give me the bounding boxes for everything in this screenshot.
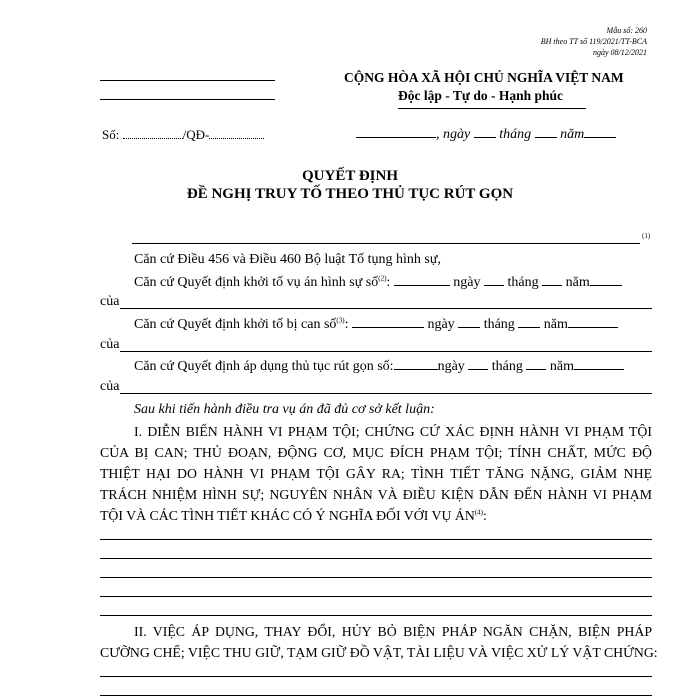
ngay-label: ngày: [427, 317, 455, 332]
cua-label-2: của: [100, 294, 120, 309]
legal-basis-2-text: Căn cứ Quyết định khởi tố vụ án hình sự số: [134, 275, 379, 290]
cua-line-3: [120, 351, 652, 352]
month-blank: [526, 358, 546, 370]
legal-basis-4-text: Căn cứ Quyết định áp dụng thủ tục rút gọn số:: [134, 359, 394, 374]
day-blank: [468, 358, 488, 370]
year-blank: [584, 126, 616, 138]
cua-line-4: [120, 393, 652, 394]
answer-line: [100, 577, 652, 578]
nam-label: năm: [560, 127, 585, 142]
section-2-line-1: II. VIỆC ÁP DỤNG, THAY ĐỔI, HỦY BỎ BIỆN PHÁP NGĂN CHẶN, BIỆN PHÁP: [134, 624, 652, 639]
nam-label: năm: [549, 359, 574, 374]
year-blank: [568, 316, 618, 328]
procedure-number-blank: [394, 358, 438, 370]
ngay-label: ngày: [453, 275, 481, 290]
qd-blank: [209, 128, 264, 139]
footnote-4: (4): [474, 508, 483, 517]
month-blank: [535, 126, 557, 138]
conclusion-intro: Sau khi tiến hành điều tra vụ án đã đủ cơ sở kết luận:: [134, 402, 435, 417]
document-subtitle: ĐỀ NGHỊ TRUY TỐ THEO THỦ TỤC RÚT GỌN: [186, 186, 514, 202]
year-blank: [590, 274, 622, 286]
legal-basis-4: [134, 358, 624, 375]
nam-label: năm: [543, 317, 568, 332]
day-blank: [484, 274, 504, 286]
day-blank: [474, 126, 496, 138]
section-1-last-text: TỘI VÀ CÁC TÌNH TIẾT KHÁC CÓ Ý NGHĨA ĐỐI VỚI VỤ ÁN: [100, 508, 475, 523]
nam-label: năm: [565, 275, 590, 290]
answer-line: [100, 539, 652, 540]
day-blank: [458, 316, 480, 328]
answer-line: [100, 695, 652, 696]
ngay-label: ngày: [437, 359, 465, 374]
section-1-line-3: THIỆT HẠI DO HÀNH VI PHẠM TỘI GÂY RA; TÌNH TIẾT TĂNG NẶNG, GIẢM NHẸ: [100, 466, 652, 481]
footnote-1: (1): [642, 232, 651, 240]
thang-label: tháng: [483, 317, 515, 332]
motto-underline: [398, 108, 586, 109]
legal-basis-1: Căn cứ Điều 456 và Điều 460 Bộ luật Tố tụng hình sự,: [134, 252, 441, 267]
form-issued-date: ngày 08/12/2021: [593, 48, 647, 57]
year-blank: [574, 358, 624, 370]
section-1-line-1: I. DIỄN BIẾN HÀNH VI PHẠM TỘI; CHỨNG CỨ XÁC ĐỊNH HÀNH VI PHẠM TỘI: [134, 424, 652, 439]
form-reference: [541, 24, 647, 60]
cua-label-4: của: [100, 379, 120, 394]
qd-label: /QĐ-: [182, 127, 210, 142]
answer-line: [100, 615, 652, 616]
section-1-line-5: TỘI VÀ CÁC TÌNH TIẾT KHÁC CÓ Ý NGHĨA ĐỐI VỚI VỤ ÁN$^{(4)}$:: [100, 508, 487, 523]
section-1-line-4: TRÁCH NHIỆM HÌNH SỰ; NGUYÊN NHÂN VÀ ĐIỀU KIỆN DẪN ĐẾN HÀNH VI PHẠM: [100, 487, 652, 502]
so-label: Số:: [102, 127, 120, 142]
month-blank: [542, 274, 562, 286]
so-blank: [123, 128, 183, 139]
section-2-line-2: CƯỠNG CHẾ; VIỆC THU GIỮ, TẠM GIỮ ĐỒ VẬT, TÀI LIỆU VÀ VIỆC XỬ LÝ VẬT CHỨNG:: [100, 645, 658, 660]
cua-label-3: của: [100, 337, 120, 352]
thang-label: tháng: [491, 359, 523, 374]
case-number-blank: [394, 274, 450, 286]
answer-line: [100, 558, 652, 559]
agency-name-line: [100, 99, 275, 100]
issuing-authority-line: [132, 243, 640, 244]
thang-label: tháng: [499, 127, 532, 142]
document-title: QUYẾT ĐỊNH: [302, 168, 398, 184]
answer-line: [100, 596, 652, 597]
section-1-line-2: CỦA BỊ CAN; THỦ ĐOẠN, ĐỘNG CƠ, MỤC ĐÍCH PHẠM TỘI; TÍNH CHẤT, MỨC ĐỘ: [100, 445, 652, 460]
place-blank: [356, 126, 436, 138]
date-line: [356, 126, 616, 143]
month-blank: [518, 316, 540, 328]
motto: Độc lập - Tự do - Hạnh phúc: [398, 88, 564, 103]
legal-basis-3-text: Căn cứ Quyết định khởi tố bị can số: [134, 317, 337, 332]
defendant-number-blank: [352, 316, 424, 328]
legal-basis-2: Căn cứ Quyết định khởi tố vụ án hình sự số$^{(2)}$: ngày tháng năm: [134, 274, 622, 291]
agency-parent-line: [100, 80, 275, 81]
legal-basis-3: Căn cứ Quyết định khởi tố bị can số$^{(3)}$: ngày tháng năm: [134, 316, 618, 333]
footnote-2: (2): [378, 274, 387, 283]
nation-heading: CỘNG HÒA XÃ HỘI CHỦ NGHĨA VIỆT NAM: [344, 70, 624, 85]
ngay-label: , ngày: [436, 127, 471, 142]
form-issued-by: BH theo TT số 119/2021/TT-BCA: [540, 37, 647, 46]
document-number-line: [102, 127, 264, 143]
form-number: Mẫu số: 260: [606, 26, 647, 35]
footnote-3: (3): [336, 316, 345, 325]
thang-label: tháng: [507, 275, 539, 290]
answer-line: [100, 676, 652, 677]
cua-line-2: [120, 308, 652, 309]
